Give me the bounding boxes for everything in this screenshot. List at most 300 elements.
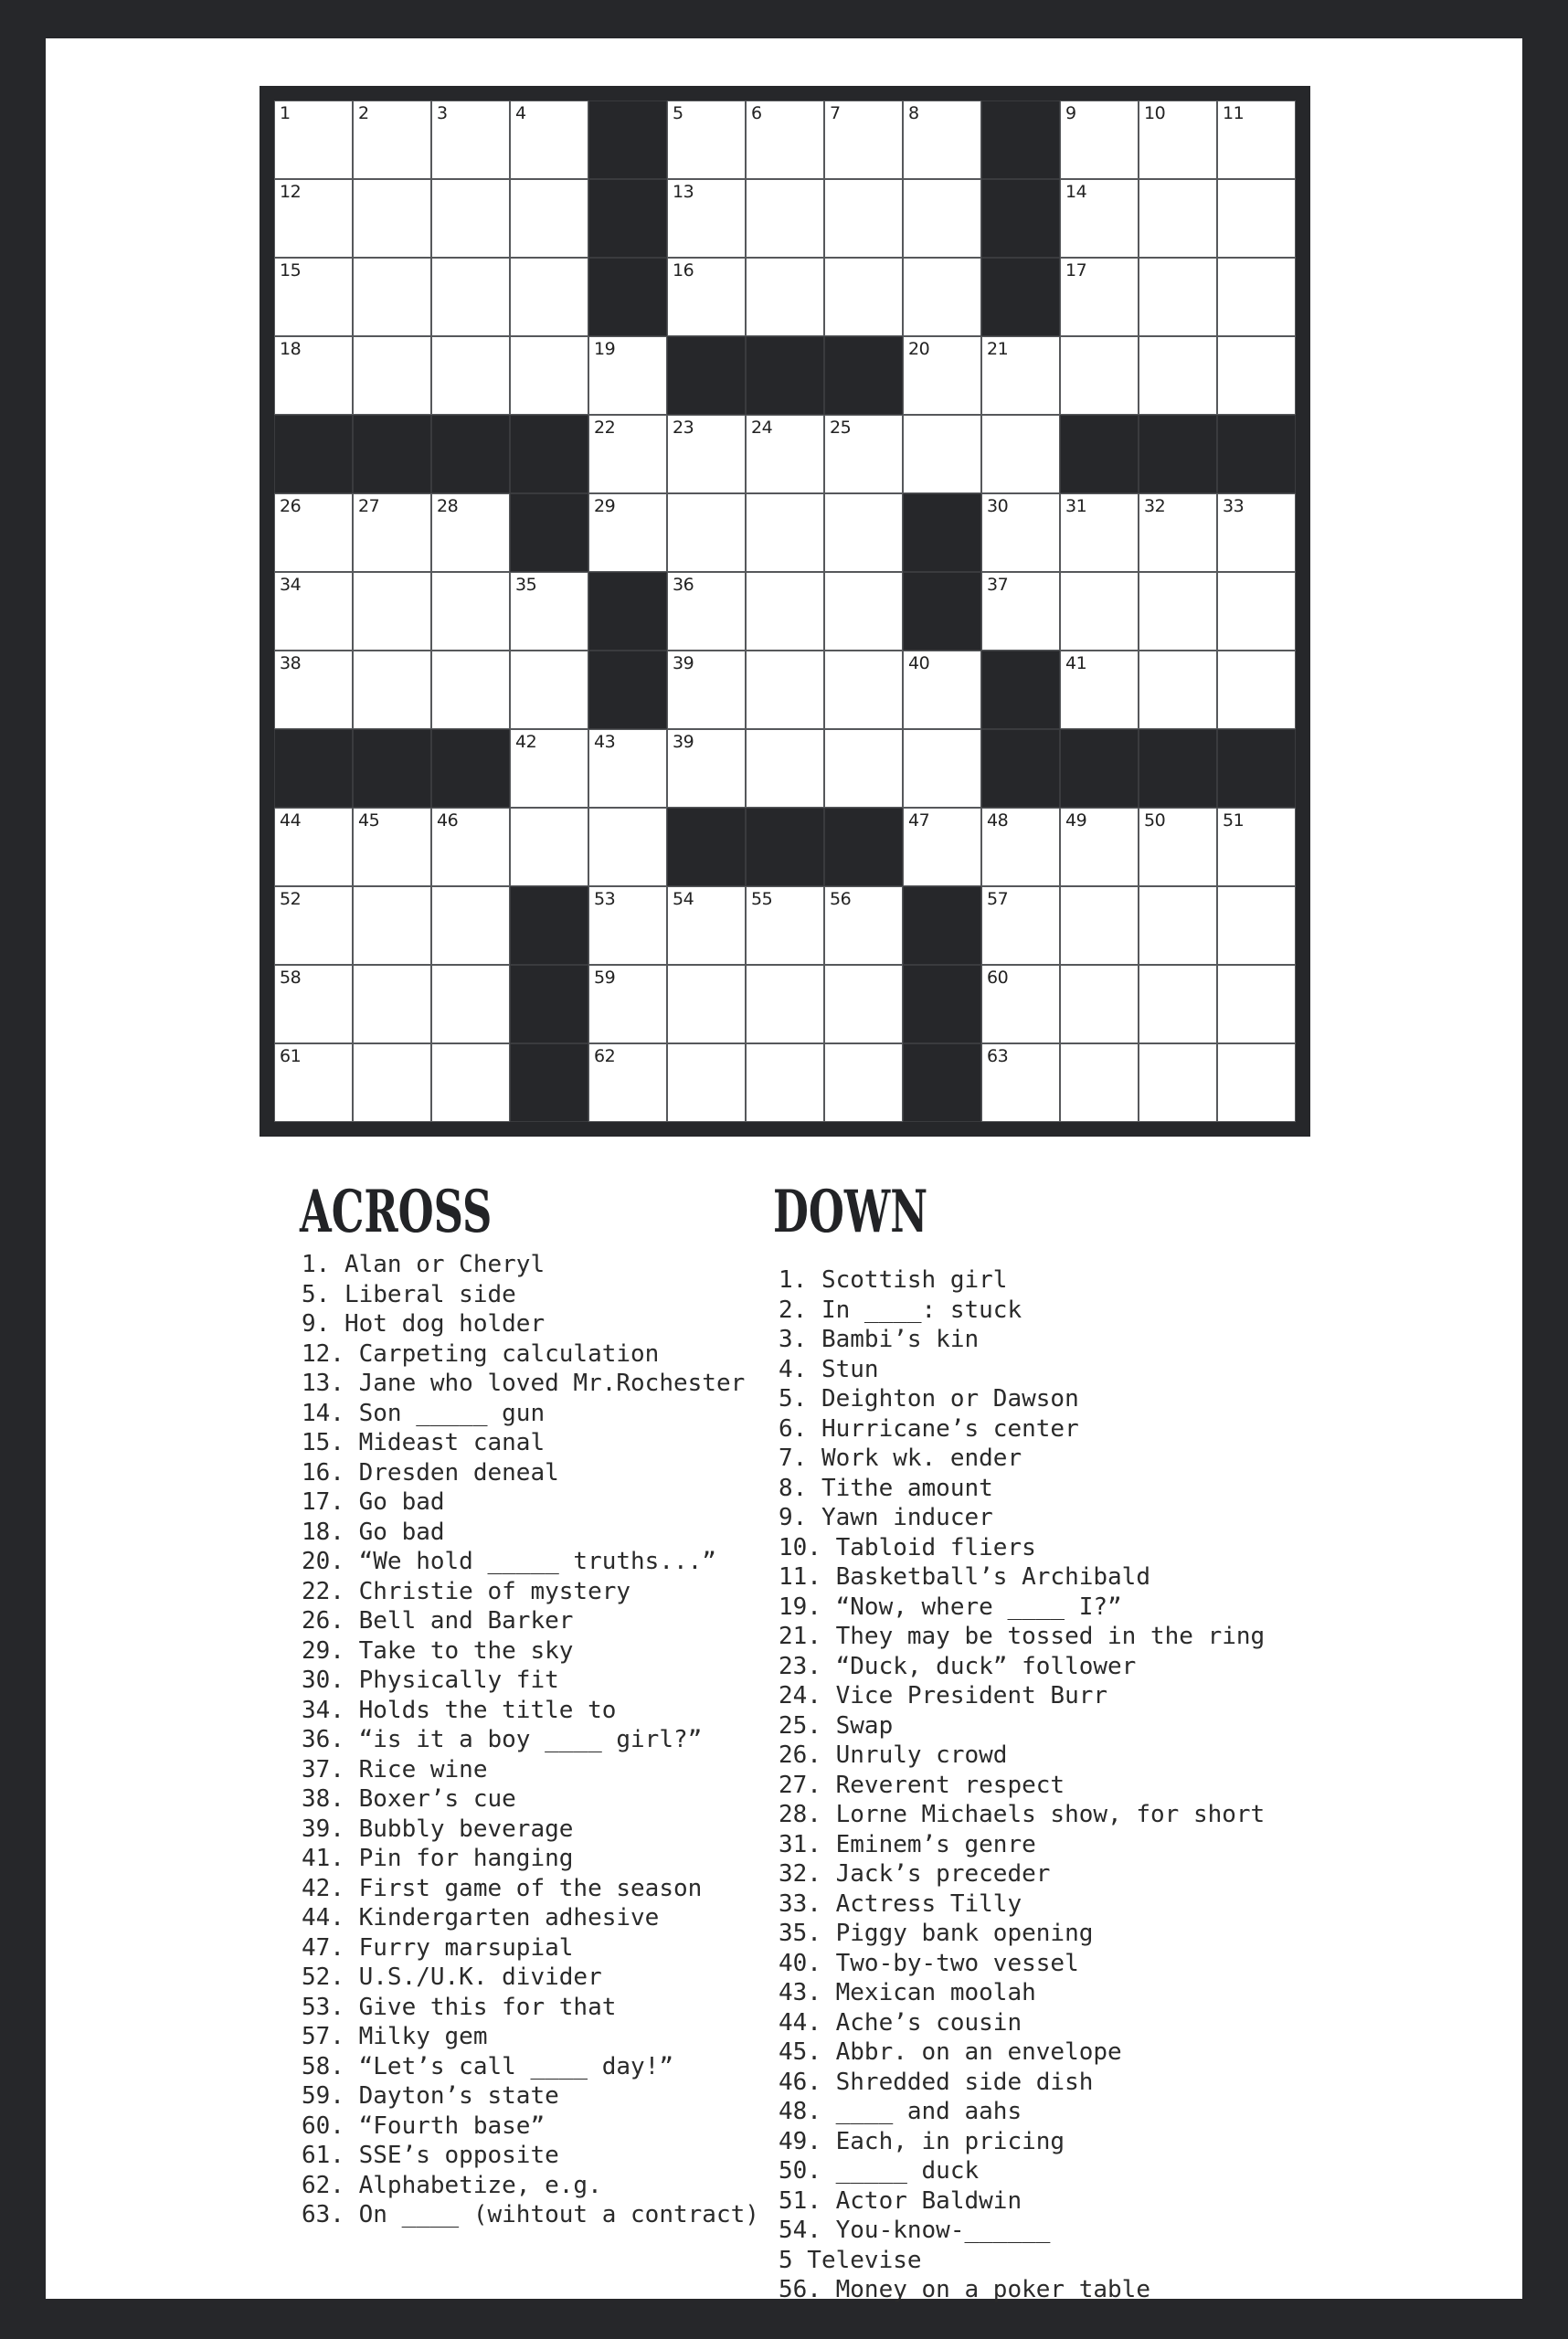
clue-line: 53. Give this for that [302,1993,617,2021]
clue-line: 2. In ____: stuck [779,1296,1022,1324]
cell-number: 18 [280,339,302,359]
grid-cell[interactable] [1217,886,1296,965]
clue-line: 46. Shredded side dish [779,2068,1094,2096]
clue-line: 61. SSE’s opposite [302,2142,559,2169]
grid-cell[interactable] [510,101,588,179]
grid-cell[interactable] [1217,336,1296,415]
clue-line: 45. Abbr. on an envelope [779,2038,1122,2066]
clue-line: 3. Bambi’s kin [779,1326,980,1353]
grid-cell[interactable] [1139,101,1217,179]
grid-cell[interactable] [981,336,1060,415]
black-cell [903,886,981,965]
clue-line: 62. Alphabetize, e.g. [302,2171,602,2199]
across-clue-list [302,1250,759,2230]
clue-line: 56. Money on a poker table [779,2276,1150,2303]
down-clue-list [779,1265,1265,2305]
black-cell [588,651,667,729]
black-cell [667,336,746,415]
cell-number: 35 [515,575,537,595]
grid-cell[interactable] [510,179,588,258]
grid-cell[interactable] [667,965,746,1043]
cell-number: 14 [1065,182,1087,202]
across-heading: ACROSS [300,1178,493,1246]
cell-number: 34 [280,575,302,595]
grid-cell[interactable] [824,415,903,493]
grid-cell[interactable] [667,415,746,493]
cell-number: 59 [594,968,616,988]
grid-cell[interactable] [903,729,981,808]
cell-number: 30 [987,496,1009,516]
grid-cell[interactable] [824,1043,903,1122]
clue-line: 35. Piggy bank opening [779,1920,1094,1947]
clue-line: 24. Vice President Burr [779,1682,1108,1709]
grid-cell[interactable] [510,729,588,808]
cell-number: 7 [830,103,841,123]
clue-line: 18. Go bad [302,1518,445,1546]
grid-cell[interactable] [274,808,353,886]
cell-number: 6 [751,103,762,123]
cell-number: 53 [594,889,616,909]
clue-line: 63. On ____ (wihtout a contract) [302,2201,759,2228]
grid-cell[interactable] [824,886,903,965]
grid-cell[interactable] [1060,101,1139,179]
grid-cell[interactable] [274,886,353,965]
cell-number: 29 [594,496,616,516]
clue-line: 8. Tithe amount [779,1474,993,1502]
cell-number: 63 [987,1046,1009,1066]
clue-line: 19. “Now, where ____ I?” [779,1593,1122,1621]
grid-cell[interactable] [746,886,824,965]
black-cell [1060,729,1139,808]
cell-number: 19 [594,339,616,359]
cell-number: 5 [673,103,683,123]
clue-line: 54. You-know-______ [779,2217,1051,2244]
black-cell [1060,415,1139,493]
clue-line: 13. Jane who loved Mr.Rochester [302,1370,746,1397]
clue-line: 37. Rice wine [302,1755,488,1783]
grid-cell[interactable] [824,493,903,572]
grid-cell[interactable] [274,258,353,336]
grid-cell[interactable] [667,258,746,336]
clue-line: 17. Go bad [302,1488,445,1516]
clue-line: 44. Ache’s cousin [779,2008,1022,2037]
grid-cell[interactable] [588,965,667,1043]
cell-number: 44 [280,810,302,831]
clue-line: 26. Unruly crowd [779,1741,1008,1769]
clue-line: 51. Actor Baldwin [779,2186,1022,2215]
black-cell [510,1043,588,1122]
grid-cell[interactable] [903,808,981,886]
grid-cell[interactable] [746,965,824,1043]
grid-cell[interactable] [353,179,431,258]
grid-cell[interactable] [1139,258,1217,336]
cell-number: 52 [280,889,302,909]
grid-cell[interactable] [903,179,981,258]
grid-cell[interactable] [746,179,824,258]
cell-number: 33 [1223,496,1245,516]
grid-cell[interactable] [667,572,746,651]
grid-cell[interactable] [353,965,431,1043]
cell-number: 58 [280,968,302,988]
grid-cell[interactable] [1217,258,1296,336]
cell-number: 31 [1065,496,1087,516]
grid-cell[interactable] [981,415,1060,493]
grid-cell[interactable] [510,808,588,886]
crossword-grid-cells [274,101,1296,1122]
grid-cell[interactable] [588,808,667,886]
grid-cell[interactable] [981,965,1060,1043]
grid-cell[interactable] [746,1043,824,1122]
black-cell [353,729,431,808]
clue-line: 20. “We hold _____ truths...” [302,1548,716,1575]
clue-line: 49. Each, in pricing [779,2127,1065,2155]
clue-line: 52. U.S./U.K. divider [302,1963,602,1991]
clue-line: 9. Hot dog holder [302,1310,546,1338]
cell-number: 49 [1065,810,1087,831]
grid-cell[interactable] [431,886,510,965]
black-cell [981,179,1060,258]
black-cell [903,965,981,1043]
grid-cell[interactable] [667,179,746,258]
clue-line: 44. Kindergarten adhesive [302,1904,660,1932]
grid-cell[interactable] [1139,886,1217,965]
cell-number: 26 [280,496,302,516]
cell-number: 12 [280,182,302,202]
grid-cell[interactable] [274,101,353,179]
black-cell [981,651,1060,729]
clue-line: 28. Lorne Michaels show, for short [779,1801,1266,1828]
grid-cell[interactable] [1139,808,1217,886]
grid-cell[interactable] [824,258,903,336]
cell-number: 42 [515,732,537,752]
grid-cell[interactable] [1139,965,1217,1043]
grid-cell[interactable] [1217,651,1296,729]
grid-cell[interactable] [903,336,981,415]
grid-cell[interactable] [274,336,353,415]
grid-cell[interactable] [746,651,824,729]
cell-number: 23 [673,418,694,438]
grid-cell[interactable] [431,965,510,1043]
grid-cell[interactable] [746,258,824,336]
grid-cell[interactable] [981,808,1060,886]
grid-cell[interactable] [981,493,1060,572]
grid-cell[interactable] [1060,572,1139,651]
cell-number: 13 [673,182,694,202]
black-cell [903,493,981,572]
cell-number: 15 [280,260,302,280]
grid-cell[interactable] [274,179,353,258]
grid-cell[interactable] [588,886,667,965]
clue-line: 33. Actress Tilly [779,1889,1022,1918]
black-cell [510,965,588,1043]
cell-number: 46 [437,810,459,831]
grid-cell[interactable] [353,808,431,886]
cell-number: 54 [673,889,694,909]
clue-line: 5. Deighton or Dawson [779,1385,1079,1413]
black-cell [824,808,903,886]
grid-cell[interactable] [1139,336,1217,415]
black-cell [588,101,667,179]
grid-cell[interactable] [824,179,903,258]
grid-cell[interactable] [667,651,746,729]
grid-cell[interactable] [1060,965,1139,1043]
grid-cell[interactable] [1139,1043,1217,1122]
clue-line: 38. Boxer’s cue [302,1785,516,1813]
clue-line: 40. Two-by-two vessel [779,1949,1079,1977]
grid-cell[interactable] [510,651,588,729]
grid-cell[interactable] [1217,1043,1296,1122]
black-cell [1139,415,1217,493]
clue-line: 12. Carpeting calculation [302,1339,660,1368]
cell-number: 60 [987,968,1009,988]
clue-line: 25. Swap [779,1711,894,1740]
black-cell [667,808,746,886]
cell-number: 39 [673,653,694,673]
cell-number: 1 [280,103,291,123]
grid-cell[interactable] [353,258,431,336]
grid-cell[interactable] [431,179,510,258]
grid-cell[interactable] [274,493,353,572]
clue-line: 60. “Fourth base” [302,2111,546,2140]
grid-cell[interactable] [746,729,824,808]
clue-line: 30. Physically fit [302,1667,559,1694]
grid-cell[interactable] [903,651,981,729]
grid-cell[interactable] [1139,493,1217,572]
black-cell [274,415,353,493]
black-cell [353,415,431,493]
grid-cell[interactable] [274,572,353,651]
cell-number: 43 [594,732,616,752]
grid-cell[interactable] [510,572,588,651]
clue-line: 31. Eminem’s genre [779,1830,1036,1858]
grid-cell[interactable] [824,729,903,808]
grid-cell[interactable] [1060,258,1139,336]
grid-cell[interactable] [510,336,588,415]
clue-line: 41. Pin for hanging [302,1845,574,1872]
cell-number: 56 [830,889,852,909]
grid-cell[interactable] [431,808,510,886]
black-cell [274,729,353,808]
clue-line: 36. “is it a boy ____ girl?” [302,1726,703,1753]
grid-cell[interactable] [824,572,903,651]
grid-cell[interactable] [667,101,746,179]
black-cell [1217,415,1296,493]
clue-line: 48. ____ and aahs [779,2098,1022,2125]
black-cell [981,258,1060,336]
black-cell [510,493,588,572]
clue-line: 22. Christie of mystery [302,1577,631,1605]
grid-cell[interactable] [1139,572,1217,651]
grid-cell[interactable] [1217,572,1296,651]
cell-number: 61 [280,1046,302,1066]
cell-number: 25 [830,418,852,438]
grid-cell[interactable] [981,1043,1060,1122]
grid-cell[interactable] [824,965,903,1043]
grid-cell[interactable] [431,258,510,336]
grid-cell[interactable] [667,886,746,965]
grid-cell[interactable] [1060,808,1139,886]
cell-number: 8 [908,103,919,123]
grid-cell[interactable] [981,886,1060,965]
clue-line: 6. Hurricane’s center [779,1414,1079,1443]
grid-cell[interactable] [431,1043,510,1122]
grid-cell[interactable] [510,258,588,336]
cell-number: 16 [673,260,694,280]
grid-cell[interactable] [746,101,824,179]
clue-line: 21. They may be tossed in the ring [779,1623,1266,1650]
clue-line: 5 Televise [779,2246,922,2274]
cell-number: 17 [1065,260,1087,280]
black-cell [981,101,1060,179]
grid-cell[interactable] [981,572,1060,651]
grid-cell[interactable] [1139,179,1217,258]
black-cell [588,572,667,651]
black-cell [824,336,903,415]
cell-number: 38 [280,653,302,673]
grid-cell[interactable] [431,651,510,729]
cell-number: 3 [437,103,448,123]
clue-line: 59. Dayton’s state [302,2082,559,2110]
cell-number: 22 [594,418,616,438]
cell-number: 24 [751,418,773,438]
clue-line: 57. Milky gem [302,2023,488,2050]
cell-number: 57 [987,889,1009,909]
cell-number: 37 [987,575,1009,595]
grid-cell[interactable] [588,1043,667,1122]
grid-cell[interactable] [1217,101,1296,179]
grid-cell[interactable] [588,336,667,415]
grid-cell[interactable] [353,493,431,572]
grid-cell[interactable] [353,101,431,179]
grid-cell[interactable] [588,415,667,493]
clue-line: 11. Basketball’s Archibald [779,1563,1150,1591]
black-cell [510,886,588,965]
grid-cell[interactable] [1060,336,1139,415]
grid-cell[interactable] [746,415,824,493]
clue-line: 16. Dresden deneal [302,1458,559,1487]
clue-line: 23. “Duck, duck” follower [779,1652,1137,1680]
clue-line: 58. “Let’s call ____ day!” [302,2052,673,2080]
clue-line: 47. Furry marsupial [302,1933,574,1962]
grid-cell[interactable] [746,493,824,572]
black-cell [903,572,981,651]
grid-cell[interactable] [1060,886,1139,965]
clue-line: 7. Work wk. ender [779,1445,1022,1472]
grid-cell[interactable] [824,101,903,179]
grid-cell[interactable] [431,493,510,572]
grid-cell[interactable] [903,101,981,179]
cell-number: 36 [673,575,694,595]
grid-cell[interactable] [903,415,981,493]
black-cell [1139,729,1217,808]
grid-cell[interactable] [1217,493,1296,572]
black-cell [981,729,1060,808]
grid-cell[interactable] [1217,808,1296,886]
grid-cell[interactable] [746,572,824,651]
cell-number: 10 [1144,103,1166,123]
cell-number: 21 [987,339,1009,359]
grid-cell[interactable] [1060,179,1139,258]
grid-cell[interactable] [274,651,353,729]
cell-number: 45 [358,810,380,831]
clue-line: 9. Yawn inducer [779,1504,993,1531]
grid-cell[interactable] [824,651,903,729]
grid-cell[interactable] [667,1043,746,1122]
grid-cell[interactable] [353,336,431,415]
grid-cell[interactable] [903,258,981,336]
cell-number: 40 [908,653,930,673]
black-cell [510,415,588,493]
cell-number: 39 [673,732,694,752]
clue-line: 42. First game of the season [302,1874,703,1902]
clue-line: 34. Holds the title to [302,1696,617,1724]
cell-number: 4 [515,103,526,123]
grid-cell[interactable] [431,336,510,415]
cell-number: 27 [358,496,380,516]
cell-number: 28 [437,496,459,516]
cell-number: 9 [1065,103,1076,123]
grid-cell[interactable] [1217,965,1296,1043]
cell-number: 51 [1223,810,1245,831]
grid-cell[interactable] [588,729,667,808]
cell-number: 41 [1065,653,1087,673]
grid-cell[interactable] [667,729,746,808]
clue-line: 1. Scottish girl [779,1266,1008,1294]
grid-cell[interactable] [431,101,510,179]
cell-number: 47 [908,810,930,831]
black-cell [431,729,510,808]
grid-cell[interactable] [274,965,353,1043]
clue-line: 14. Son _____ gun [302,1399,546,1427]
cell-number: 20 [908,339,930,359]
grid-cell[interactable] [1217,179,1296,258]
black-cell [431,415,510,493]
black-cell [746,336,824,415]
clue-line: 5. Liberal side [302,1280,516,1308]
clue-line: 15. Mideast canal [302,1429,546,1456]
black-cell [588,258,667,336]
clue-line: 4. Stun [779,1355,879,1383]
clue-line: 50. _____ duck [779,2157,980,2185]
clue-line: 10. Tabloid fliers [779,1533,1036,1561]
cell-number: 62 [594,1046,616,1066]
grid-cell[interactable] [1060,651,1139,729]
grid-cell[interactable] [353,572,431,651]
grid-cell[interactable] [588,493,667,572]
clue-line: 39. Bubbly beverage [302,1815,574,1843]
black-cell [588,179,667,258]
clue-line: 27. Reverent respect [779,1771,1065,1799]
cell-number: 55 [751,889,773,909]
crossword-grid [260,86,1310,1137]
grid-cell[interactable] [353,651,431,729]
black-cell [746,808,824,886]
grid-cell[interactable] [1139,651,1217,729]
clue-line: 32. Jack’s preceder [779,1860,1051,1888]
down-heading: DOWN [773,1178,928,1246]
grid-cell[interactable] [431,572,510,651]
grid-cell[interactable] [667,493,746,572]
cell-number: 2 [358,103,369,123]
grid-cell[interactable] [353,886,431,965]
grid-cell[interactable] [1060,1043,1139,1122]
clue-line: 1. Alan or Cheryl [302,1251,546,1278]
grid-cell[interactable] [274,1043,353,1122]
grid-cell[interactable] [1060,493,1139,572]
clue-line: 43. Mexican moolah [779,1979,1036,2006]
black-cell [1217,729,1296,808]
grid-cell[interactable] [353,1043,431,1122]
